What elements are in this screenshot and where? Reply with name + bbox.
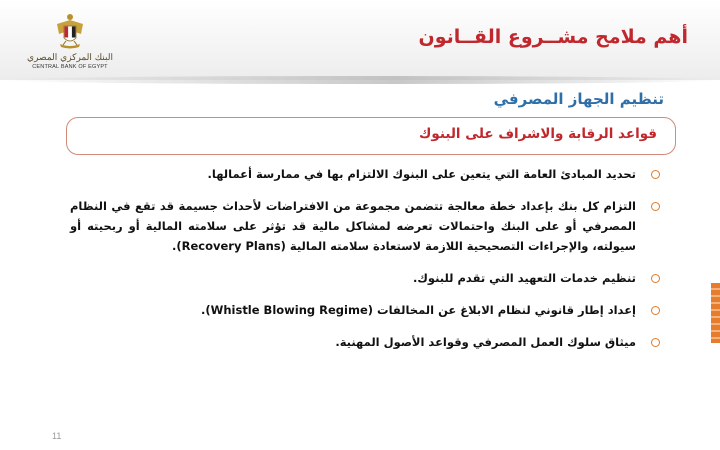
section-title: تنظيم الجهاز المصرفي xyxy=(493,90,664,108)
bullet-text: ميثاق سلوك العمل المصرفي وقواعد الأصول المهنية. xyxy=(335,335,636,349)
bullet-text: تحديد المبادئ العامة التي يتعين على البنوك الالتزام بها في ممارسة أعمالها. xyxy=(207,167,636,181)
bullet-list xyxy=(70,164,662,364)
logo-english-name: CENTRAL BANK OF EGYPT xyxy=(32,64,108,70)
list-item xyxy=(70,332,662,352)
page-number: 11 xyxy=(52,431,62,441)
bullet-text: التزام كل بنك بإعداد خطة معالجة تتضمن مجموعة من الافتراضات لأحداث جسيمة قد تقع في النظام المصرفي أو على البنك واحتمالات تعرضه لمشاكل مالية قد تؤثر على سلامته المالية أو ربحيته أو سيولته، والإجراءات التصحيحية اللازمة لاستعادة سلامته المالية (Recovery Plans). xyxy=(70,199,636,253)
list-item xyxy=(70,164,662,184)
edge-decoration xyxy=(711,283,720,343)
subtitle-box xyxy=(66,117,676,155)
central-bank-logo xyxy=(27,12,113,78)
circle-bullet-icon xyxy=(651,202,660,211)
list-item xyxy=(70,300,662,320)
logo-arabic-name: البنك المركزي المصري xyxy=(27,53,113,63)
circle-bullet-icon xyxy=(651,170,660,179)
eagle-emblem-icon xyxy=(55,12,85,52)
bullet-text: تنظيم خدمات التعهيد التي تقدم للبنوك. xyxy=(412,271,636,285)
circle-bullet-icon xyxy=(651,306,660,315)
list-item xyxy=(70,196,662,256)
subtitle-text: قواعد الرقابة والاشراف على البنوك xyxy=(418,126,657,142)
bullet-text: إعداد إطار قانوني لنظام الابلاغ عن المخالفات (Whistle Blowing Regime). xyxy=(201,303,636,317)
list-item xyxy=(70,268,662,288)
page-title: أهم ملامح مشــروع القــانون xyxy=(418,26,688,48)
circle-bullet-icon xyxy=(651,274,660,283)
circle-bullet-icon xyxy=(651,338,660,347)
